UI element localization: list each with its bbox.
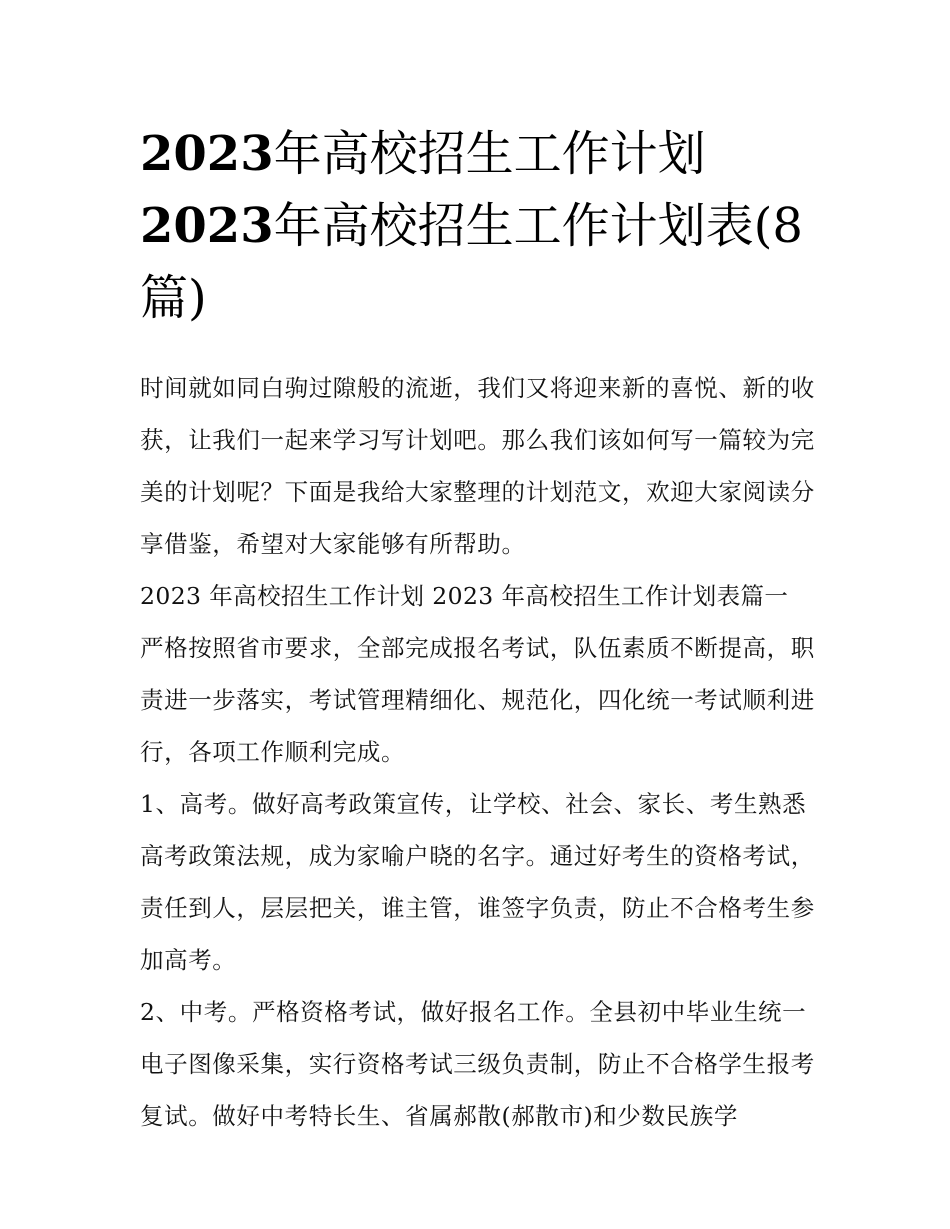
title-line-3 bbox=[140, 262, 820, 334]
title-text: 篇) bbox=[140, 270, 207, 326]
title-text: 年高校招生工作计划 bbox=[273, 126, 706, 182]
title-line-1 bbox=[140, 118, 820, 190]
paragraph-2: 1、高考。做好高考政策宣传，让学校、社会、家长、考生熟悉高考政策法规，成为家喻户晓的名字。通过好考生的资格考试，责任到人，层层把关，谁主管，谁签字负责，防止不合格考生参加高考。 bbox=[140, 790, 815, 974]
title-year: 2023 bbox=[140, 198, 274, 254]
document-title bbox=[140, 118, 820, 334]
document-body bbox=[140, 362, 820, 1142]
title-line-2 bbox=[140, 190, 820, 262]
paragraph-3: 2、中考。严格资格考试，做好报名工作。全县初中毕业生统一电子图像采集，实行资格考试三级负责制，防止不合格学生报考复试。做好中考特长生、省属郝散(郝散市)和少数民族学 bbox=[140, 998, 815, 1130]
paragraph-1: 严格按照省市要求，全部完成报名考试，队伍素质不断提高，职责进一步落实，考试管理精细化、规范化，四化统一考试顺利进行，各项工作顺利完成。 bbox=[140, 634, 815, 766]
intro-paragraph: 时间就如同白驹过隙般的流逝，我们又将迎来新的喜悦、新的收获，让我们一起来学习写计划吧。那么我们该如何写一篇较为完美的计划呢？下面是我给大家整理的计划范文，欢迎大家阅读分享借鉴，希望对大家能够有所帮助。 bbox=[140, 374, 815, 558]
title-text: 年高校招生工作计划表(8 bbox=[273, 198, 803, 254]
section-heading: 2023 年高校招生工作计划 2023 年高校招生工作计划表篇一 bbox=[140, 582, 789, 610]
document-page bbox=[140, 118, 820, 1142]
title-year: 2023 bbox=[140, 126, 274, 182]
